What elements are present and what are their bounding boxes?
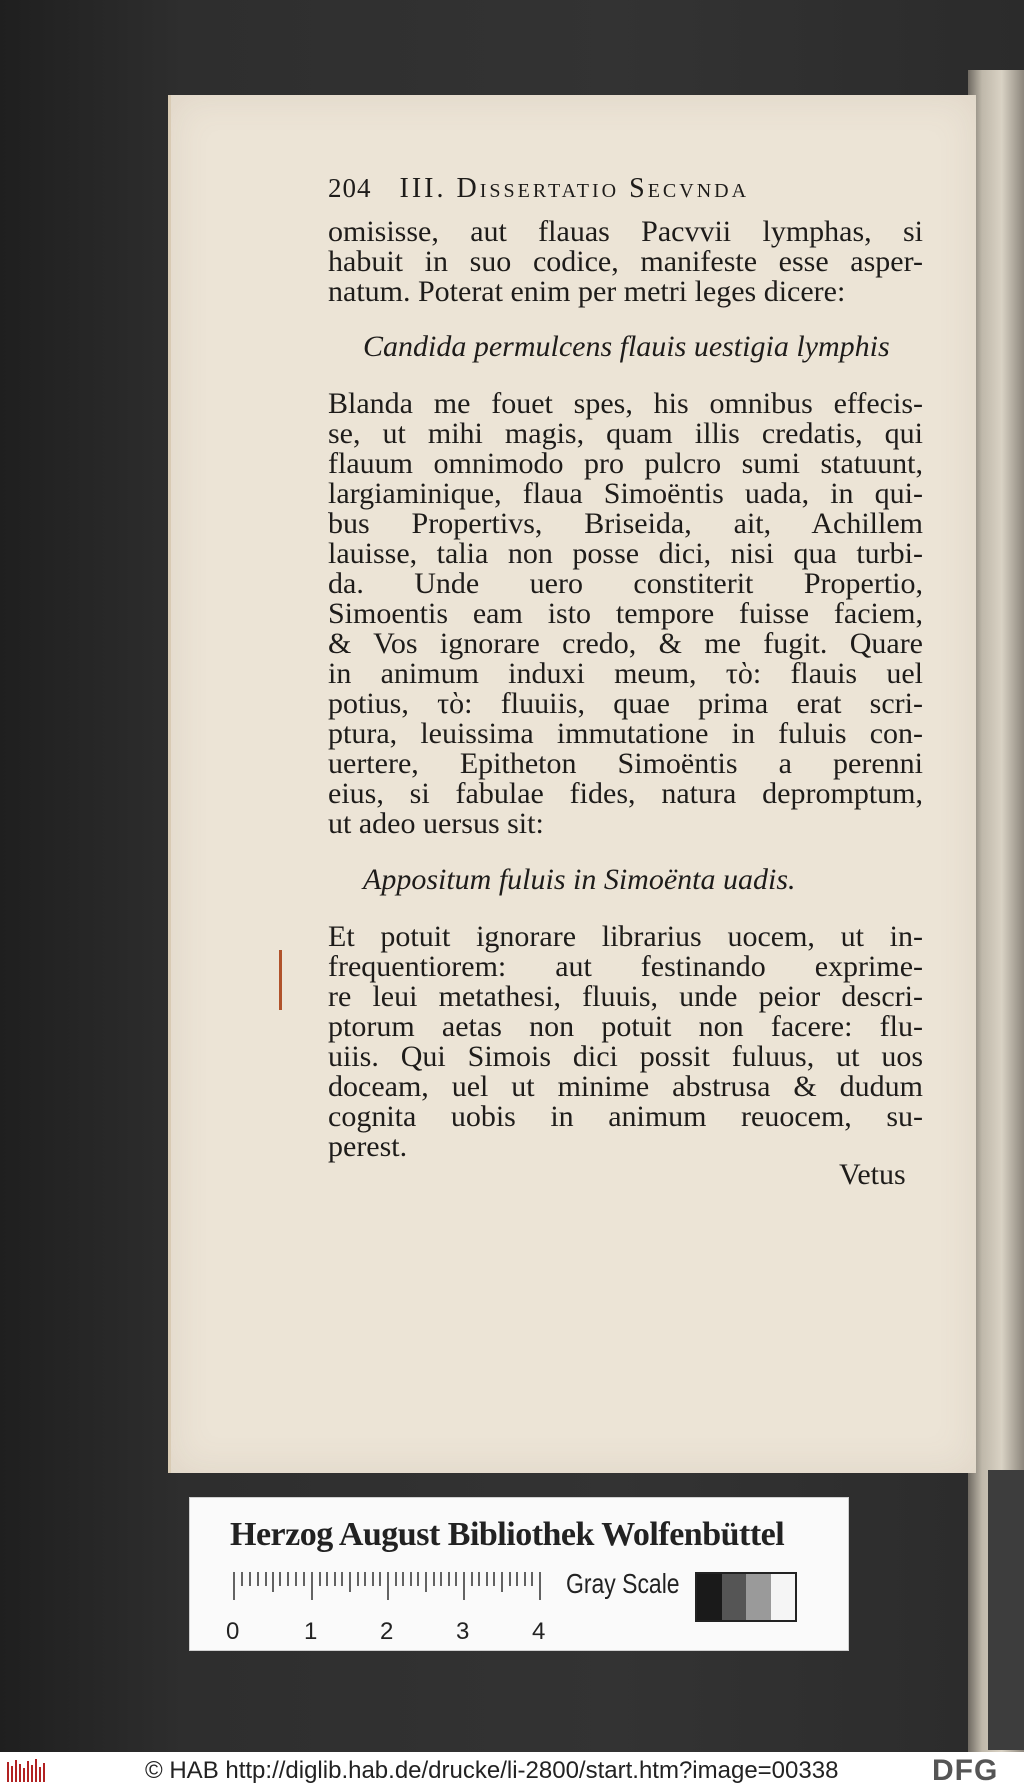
text-line: da. Unde uero constiterit Propertio, xyxy=(328,567,923,600)
library-name: Herzog August Bibliothek Wolfenbüttel xyxy=(230,1516,785,1553)
text-line: flauum omnimodo pro pulcro sumi statuunt, xyxy=(328,447,923,480)
verse-quotation: Candida permulcens flauis uestigia lymphis xyxy=(363,330,890,363)
source-link[interactable]: © HAB http://diglib.hab.de/drucke/li-2800/start.htm?image=00338 xyxy=(145,1757,839,1784)
ruler-label: 3 xyxy=(456,1618,470,1645)
text-line: Simoentis eam isto tempore fuisse faciem, xyxy=(328,597,923,630)
gray-scale-label: Gray Scale xyxy=(566,1568,680,1599)
text-line: ut adeo uersus sit: xyxy=(328,807,544,840)
verse-quotation: Appositum fuluis in Simoënta uadis. xyxy=(363,863,796,896)
text-line: lauisse, talia non posse dici, nisi qua turbi- xyxy=(328,537,923,570)
gray-swatch xyxy=(771,1574,796,1620)
gray-scale-swatches xyxy=(695,1572,797,1622)
library-color-chart xyxy=(189,1497,849,1651)
viewer-footer xyxy=(0,1752,1024,1789)
ruler-label: 1 xyxy=(304,1618,318,1645)
text-line: ptorum aetas non potuit non facere: flu- xyxy=(328,1010,923,1043)
ruler-label: 0 xyxy=(226,1618,240,1645)
gray-swatch xyxy=(722,1574,747,1620)
text-line: habuit in suo codice, manifeste esse asper- xyxy=(328,245,923,278)
text-line: Blanda me fouet spes, his omnibus effecis- xyxy=(328,387,923,420)
measurement-ruler xyxy=(232,1570,544,1622)
running-title: III. Dissertatio Secvnda xyxy=(399,173,750,204)
gray-swatch xyxy=(746,1574,771,1620)
book-cover-edge xyxy=(988,1470,1024,1750)
text-line: perest. xyxy=(328,1130,408,1163)
text-line: frequentiorem: aut festinando exprime- xyxy=(328,950,923,983)
text-line: in animum induxi meum, τὸ: flauis uel xyxy=(328,657,923,690)
ruler-label: 2 xyxy=(380,1618,394,1645)
text-line: uiis. Qui Simois dici possit fuluus, ut uos xyxy=(328,1040,923,1073)
running-head xyxy=(328,173,928,205)
dfg-logo: DFG xyxy=(932,1754,999,1787)
text-line: bus Propertivs, Briseida, ait, Achillem xyxy=(328,507,923,540)
text-line: Et potuit ignorare librarius uocem, ut in- xyxy=(328,920,923,953)
text-line: omisisse, aut flauas Pacvvii lymphas, si xyxy=(328,215,923,248)
text-line: & Vos ignorare credo, & me fugit. Quare xyxy=(328,627,923,660)
book-page xyxy=(168,95,976,1473)
text-line: eius, si fabulae fides, natura depromptum, xyxy=(328,777,923,810)
gray-swatch xyxy=(697,1574,722,1620)
ruler-label: 4 xyxy=(532,1618,546,1645)
text-line: potius, τὸ: fluuiis, quae prima erat scri- xyxy=(328,687,923,720)
text-line: ptura, leuissima immutatione in fuluis con- xyxy=(328,717,923,750)
paper-stain xyxy=(279,950,282,1010)
text-line: se, ut mihi magis, quam illis credatis, qui xyxy=(328,417,923,450)
text-line: uertere, Epitheton Simoëntis a perenni xyxy=(328,747,923,780)
text-line: largiaminique, flaua Simoëntis uada, in qui- xyxy=(328,477,923,510)
page-number: 204 xyxy=(328,173,372,203)
text-line: natum. Poterat enim per metri leges dicere: xyxy=(328,275,846,308)
hab-logo-icon xyxy=(6,1758,46,1784)
text-line: re leui metathesi, fluuis, unde peior descri- xyxy=(328,980,923,1013)
text-line: doceam, uel ut minime abstrusa & dudum xyxy=(328,1070,923,1103)
catchword: Vetus xyxy=(839,1158,906,1191)
text-line: cognita uobis in animum reuocem, su- xyxy=(328,1100,923,1133)
